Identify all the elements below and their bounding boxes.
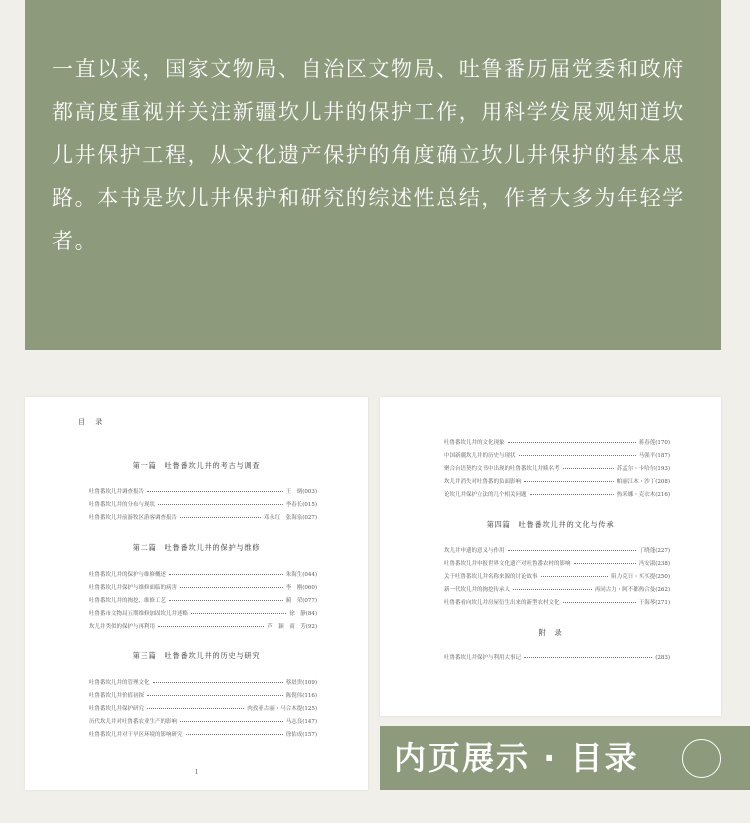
- page-number: 1: [194, 769, 199, 776]
- appendix-title: 附 录: [538, 628, 563, 637]
- toc-entry: 新一代坎儿井的掏挖传承人 再同古力・阿不都热合曼(262): [444, 587, 670, 593]
- toc-title: 目 录: [78, 418, 107, 426]
- section-label-text: 内页展示 · 目录: [394, 739, 639, 777]
- toc-entry: 吐鲁番坎儿井的分布与现状 李春长(015): [89, 502, 317, 508]
- intro-banner: [25, 0, 721, 350]
- section-label: [380, 726, 750, 790]
- toc-entry: 坎儿井类似的保护与再利用 芦 颖 商 芳(92): [89, 624, 317, 630]
- chapter-title-3: 第三篇 吐鲁番坎儿井的历史与研究: [132, 651, 261, 660]
- toc-entry: 坎儿井申遗的意义与作用 丁晓蓬(227): [444, 548, 670, 554]
- toc-entry: 关于吐鲁番坎儿井名称来源的讨论故事 阻力克日・买买提(250): [444, 574, 670, 580]
- intro-text: 一直以来，国家文物局、自治区文物局、吐鲁番历届党委和政府都高度重视并关注新疆坎儿井的保护工作，用科学发展观知道坎儿井保护工程，从文化遗产保护的角度确立坎儿井保护的基本思路。本书是坎儿井保护和研究的综述性总结，作者大多为年轻学者。: [52, 57, 685, 253]
- toc-entry: 吐鲁番坎儿井的保护与维修概述 朱海生(044): [89, 572, 317, 578]
- toc-entry: 吐鲁番坎儿井调查报告 王 炳(003): [89, 489, 317, 495]
- chapter-title-1: 第一篇 吐鲁番坎儿井的考古与调查: [132, 461, 261, 470]
- toc-entry: 吐鲁番坎儿井前游牧区游客调查报告 邓永红 张海泉(027): [89, 515, 317, 521]
- toc-entry: 吐鲁番坎儿井保护与维修面临的病害 李 刚(060): [89, 585, 317, 591]
- toc-entry: 吐鲁番坎儿井对干旱区环境的影响研究 徐佑成(157): [89, 732, 317, 738]
- toc-entry: 吐鲁番市文物局五期维修加固坎儿井述略 徐 静(84): [89, 611, 317, 617]
- toc-entry: 吐鲁番坎儿井的掏挖、维修工艺 蔺 荣(077): [89, 598, 317, 604]
- toc-entry: 吐鲁番看向坎儿井房屋衍生出来的新型农村文化 于海琴(271): [444, 600, 670, 606]
- toc-entry: 论坎儿井保护立法的几个相关问题 热米娜・克衣木(216): [444, 492, 670, 498]
- toc-page-left: [25, 397, 368, 790]
- toc-entry: 吐鲁番坎儿井的管理文化 蔡晨贵(109): [89, 680, 317, 686]
- toc-entry: 历代坎儿井对吐鲁番农业生产的影响 马志良(147): [89, 719, 317, 725]
- toc-entry: 吐鲁番坎儿井的文化现象 蒋春莲(170): [444, 440, 670, 446]
- toc-entry: 吐鲁番坎儿井保护与利用大事记 (283): [444, 655, 670, 661]
- toc-entry: 坎儿井消失对吐鲁番的负面影响 帕丽江木・沙丁(208): [444, 479, 670, 485]
- toc-entry: 中国新疆坎儿井的历史与现状 马强平(187): [444, 453, 670, 459]
- toc-entry: 吐鲁番坎儿井申报世界文化遗产对吐鲁番农村的影响 冯安淑(238): [444, 561, 670, 567]
- chapter-title-2: 第二篇 吐鲁番坎儿井的保护与维修: [132, 543, 261, 552]
- toc-entry: 聚合台语契约文书中出现的吐鲁番坎儿井赎名考 苏孟尔・卡哈尔(193): [444, 466, 670, 472]
- toc-entry: 吐鲁番坎儿井价值初探 陈倪伟(116): [89, 693, 317, 699]
- toc-entry: 吐鲁番坎儿井保护研究 肉孜亚古丽・马合木提(125): [89, 706, 317, 712]
- chapter-title-4: 第四篇 吐鲁番坎儿井的文化与传承: [486, 520, 615, 529]
- toc-page-right: [380, 397, 721, 716]
- circle-icon: [682, 739, 721, 778]
